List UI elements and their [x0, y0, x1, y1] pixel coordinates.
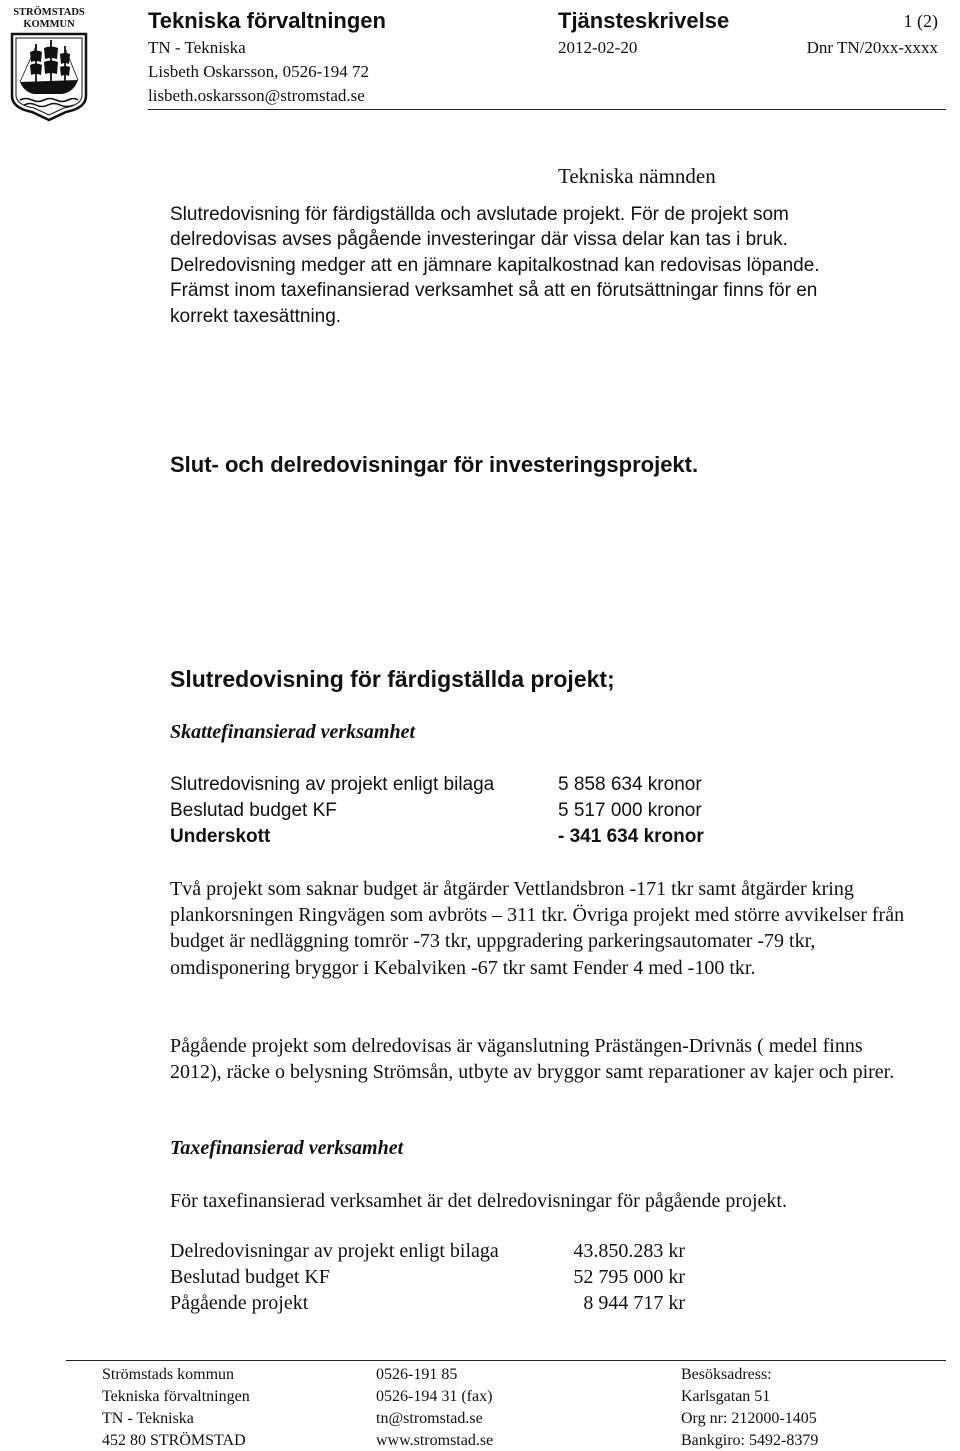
header-divider	[148, 109, 946, 110]
footer-phone: 0526-191 85	[376, 1366, 458, 1383]
document-title: Slut- och delredovisningar för investeringsprojekt.	[170, 452, 699, 477]
section-heading-completed-projects: Slutredovisning för färdigställda projekt;	[170, 666, 615, 692]
unit-name: TN - Tekniska	[148, 38, 246, 57]
row-value: 5 517 000 kronor	[558, 800, 702, 821]
contact-person: Lisbeth Oskarsson, 0526-194 72	[148, 62, 369, 81]
footer-address-line: Strömstads kommun	[102, 1366, 235, 1383]
recipient: Tekniska nämnden	[558, 164, 716, 188]
footer-org-number: Org nr: 212000-1405	[681, 1410, 817, 1427]
contact-email: lisbeth.oskarsson@stromstad.se	[148, 86, 365, 105]
page-number: 1 (2)	[903, 11, 938, 31]
ongoing-projects-paragraph: Pågående projekt som delredovisas är väganslutning Prästängen-Drivnäs ( medel finns 2012), räcke o belysning Strömsån, utbyte av bryggor samt reparationer av kajer och pirer.	[170, 1035, 895, 1084]
row-label: Pågående projekt	[170, 1292, 309, 1314]
row-label: Beslutad budget KF	[170, 1266, 330, 1288]
row-label: Delredovisningar av projekt enligt bilaga	[170, 1240, 499, 1262]
footer-address-line: TN - Tekniska	[102, 1410, 194, 1427]
footer-street-address: Karlsgatan 51	[681, 1388, 771, 1405]
row-label: Beslutad budget KF	[170, 800, 337, 821]
footer-website-link[interactable]: www.stromstad.se	[376, 1432, 494, 1449]
row-value: 5 858 634 kronor	[558, 774, 702, 795]
footer-address-line: 452 80 STRÖMSTAD	[102, 1432, 246, 1449]
diary-number: Dnr TN/20xx-xxxx	[806, 38, 938, 57]
row-value: 8 944 717 kr	[583, 1292, 685, 1314]
subheading-fee-financed: Taxefinansierad verksamhet	[170, 1137, 404, 1159]
row-label: Slutredovisning av projekt enligt bilaga	[170, 774, 495, 795]
row-value: 52 795 000 kr	[573, 1266, 685, 1288]
fee-financed-paragraph: För taxefinansierad verksamhet är det delredovisningar för pågående projekt.	[170, 1190, 787, 1212]
row-value: - 341 634 kronor	[558, 826, 704, 847]
organization-name: Tekniska förvaltningen	[148, 8, 386, 33]
deviation-paragraph: Två projekt som saknar budget är åtgärder Vettlandsbron -171 tkr samt åtgärder kring plankorsningen Ringvägen som avbröts – 311 tkr. Övriga projekt med större avvikelser från budget är nedläggning tomrör -73 tkr, uppgradering parkeringsautomater -79 tkr, omdisponering bryggor i Kebalviken -67 tkr samt Fender 4 med -100 tkr.	[170, 878, 905, 979]
footer-visiting-address-label: Besöksadress:	[681, 1366, 772, 1383]
svg-text:KOMMUN: KOMMUN	[23, 19, 75, 30]
intro-paragraph: Slutredovisning för färdigställda och avslutade projekt. För de projekt som delredovisas avses pågående investeringar där vissa delar kan tas i bruk. Delredovisning medger att en jämnare kapitalkostnad kan redovisas löpande. Främst inom taxefinansierad verksamhet så att en förutsättningar finns för en korrekt taxesättning.	[170, 204, 820, 327]
footer-bankgiro: Bankgiro: 5492-8379	[681, 1432, 819, 1449]
subheading-tax-financed: Skattefinansierad verksamhet	[170, 721, 416, 743]
document-type: Tjänsteskrivelse	[558, 8, 730, 33]
footer-address-line: Tekniska förvaltningen	[102, 1388, 250, 1405]
row-value: 43.850.283 kr	[573, 1240, 685, 1262]
strömstads-kommun-logo	[6, 4, 92, 124]
document-date: 2012-02-20	[558, 38, 638, 57]
footer-divider	[66, 1360, 946, 1361]
svg-text:STRÖMSTADS: STRÖMSTADS	[13, 7, 85, 18]
row-label: Underskott	[170, 826, 271, 847]
footer-email-link[interactable]: tn@stromstad.se	[376, 1410, 483, 1427]
footer-fax: 0526-194 31 (fax)	[376, 1388, 493, 1405]
